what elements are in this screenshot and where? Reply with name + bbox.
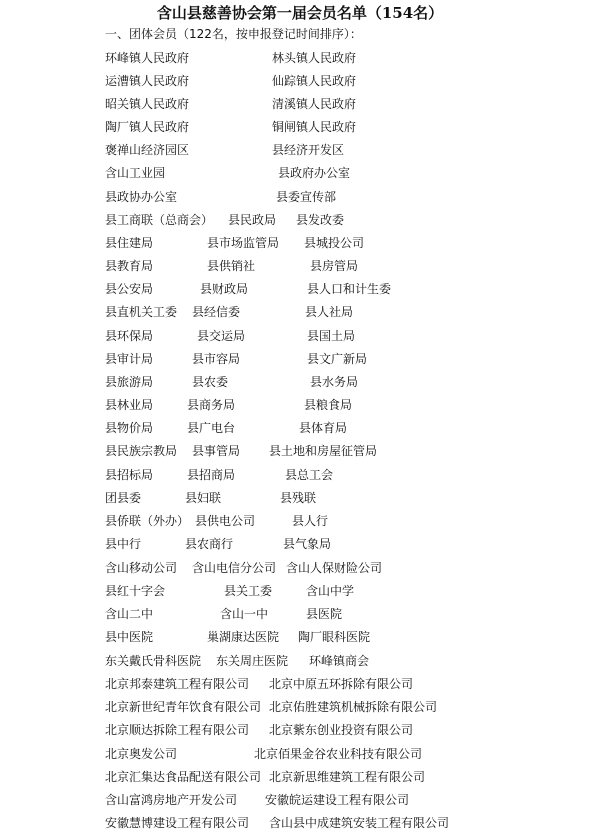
member-name: 县市场监管局 [207,236,280,250]
member-name: 团县委 [105,491,142,505]
member-name: 县财政局 [200,282,249,296]
member-name: 县住建局 [105,236,154,250]
member-name: 县气象局 [283,537,332,551]
member-name: 县交运局 [197,329,246,343]
member-name: 县粮食局 [304,398,353,412]
member-name: 巢湖康达医院 [207,630,280,644]
member-name: 环峰镇人民政府 [105,51,190,65]
member-name: 县直机关工委 [105,305,178,319]
member-name: 县市容局 [192,352,241,366]
member-name: 县人社局 [305,305,354,319]
member-name: 县关工委 [224,584,273,598]
member-name: 县红十字会 [105,584,166,598]
member-name: 北京中原五环拆除有限公司 [269,677,414,691]
member-name: 安徽慧博建设工程有限公司 [105,816,250,830]
member-name: 县体育局 [299,421,348,435]
member-name: 县民族宗教局 [105,444,178,458]
member-name: 铜闸镇人民政府 [272,120,357,134]
member-name: 北京顺达拆除工程有限公司 [105,723,250,737]
member-name: 县公安局 [105,282,154,296]
member-name: 县总工会 [285,468,334,482]
member-name: 含山二中 [105,607,154,621]
member-name: 仙踪镇人民政府 [272,74,357,88]
member-name: 县中行 [105,537,142,551]
member-name: 县妇联 [185,491,222,505]
member-name: 县教育局 [105,259,154,273]
member-name: 县城投公司 [304,236,365,250]
member-name: 北京新世纪青年饮食有限公司 [105,700,262,714]
member-name: 县供销社 [207,259,256,273]
member-name: 县旅游局 [105,375,154,389]
member-name: 北京佰果金谷农业科技有限公司 [254,747,423,761]
member-name: 含山一中 [220,607,269,621]
member-name: 县人行 [292,514,329,528]
member-name: 含山电信分公司 [192,561,277,575]
member-name: 县供电公司 [195,514,256,528]
member-name: 县商务局 [187,398,236,412]
member-name: 东关周庄医院 [216,654,289,668]
member-name: 含山中学 [306,584,355,598]
member-name: 县中医院 [105,630,154,644]
member-name: 北京新思维建筑工程有限公司 [269,770,426,784]
member-name: 昭关镇人民政府 [105,97,190,111]
member-name: 县招商局 [187,468,236,482]
member-name: 县林业局 [105,398,154,412]
member-name: 北京汇集达食品配送有限公司 [105,770,262,784]
member-name: 县农商行 [185,537,234,551]
member-name: 北京邦泰建筑工程有限公司 [105,677,250,691]
member-name: 县发改委 [296,213,345,227]
member-name: 县委宣传部 [276,190,337,204]
member-name: 北京奥发公司 [105,747,178,761]
member-name: 环峰镇商会 [309,654,370,668]
member-name: 县农委 [192,375,229,389]
member-name: 县民政局 [228,213,277,227]
member-name: 县文广新局 [307,352,368,366]
member-name: 含山人保财险公司 [286,561,383,575]
member-name: 褒禅山经济园区 [105,143,190,157]
member-name: 安徽皖运建设工程有限公司 [265,793,410,807]
member-name: 县医院 [306,607,343,621]
member-name: 县水务局 [310,375,359,389]
member-name: 县招标局 [105,468,154,482]
member-name: 含山移动公司 [105,561,178,575]
member-name: 县经济开发区 [272,143,345,157]
member-name: 县房管局 [310,259,359,273]
member-name: 含山工业园 [105,166,166,180]
member-name: 东关戴氏骨科医院 [105,654,202,668]
member-name: 县物价局 [105,421,154,435]
member-name: 北京紫东创业投资有限公司 [269,723,414,737]
member-name: 林头镇人民政府 [272,51,357,65]
member-name: 县工商联（总商会） [105,213,214,227]
member-name: 陶厂眼科医院 [298,630,371,644]
member-name: 县经信委 [192,305,241,319]
member-name: 县事管局 [192,444,241,458]
member-name: 县残联 [280,491,317,505]
member-name: 县广电台 [187,421,236,435]
member-name: 清溪镇人民政府 [272,97,357,111]
member-name: 县环保局 [105,329,154,343]
member-name: 陶厂镇人民政府 [105,120,190,134]
member-name: 县侨联（外办） [105,514,190,528]
member-name: 县审计局 [105,352,154,366]
member-name: 县土地和房屋征管局 [269,444,378,458]
member-name: 含山县中成建筑安装工程有限公司 [269,816,450,830]
member-name: 县政协办公室 [105,190,178,204]
member-name: 县国土局 [307,329,356,343]
member-name: 县政府办公室 [278,166,351,180]
member-name: 县人口和计生委 [307,282,392,296]
section-heading: 一、团体会员（122名，按申报登记时间排序）： [105,27,362,41]
member-name: 北京佑胜建筑机械拆除有限公司 [269,700,438,714]
page-title: 含山县慈善协会第一届会员名单（154名） [156,4,444,22]
member-name: 含山富鸿房地产开发公司 [105,793,238,807]
member-name: 运漕镇人民政府 [105,74,190,88]
